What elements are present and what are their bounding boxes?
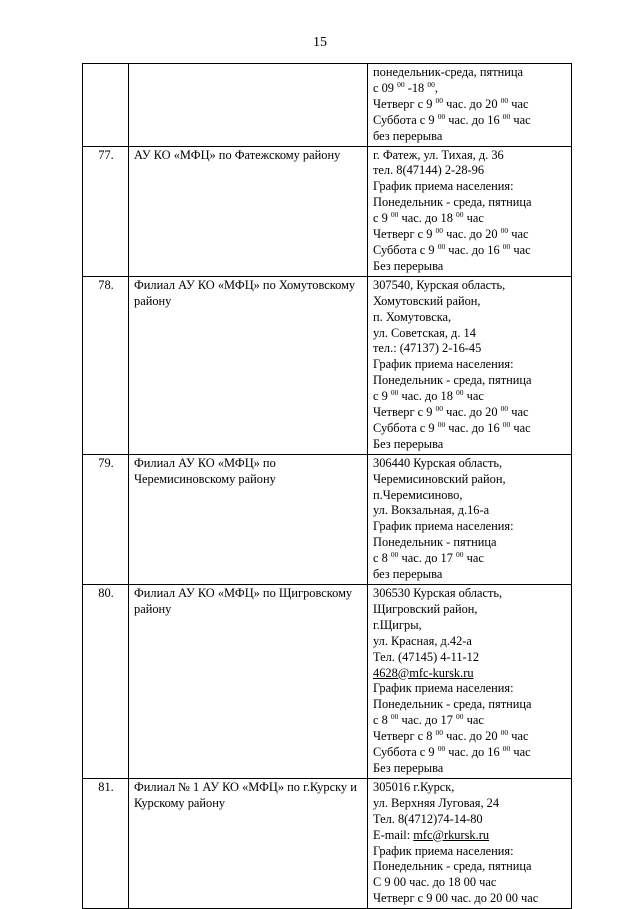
- office-contacts: [368, 64, 572, 147]
- office-contacts: [368, 585, 572, 779]
- office-contacts: [368, 778, 572, 908]
- row-number: 80.: [83, 585, 129, 779]
- page-number: 15: [313, 35, 327, 50]
- row-number: [83, 64, 129, 147]
- minutes-superscript: 00: [437, 745, 446, 754]
- minutes-superscript: 00: [456, 389, 464, 398]
- minutes-superscript: 00: [502, 745, 511, 754]
- minutes-superscript: 00: [502, 112, 511, 121]
- minutes-superscript: 00: [437, 242, 446, 251]
- minutes-superscript: 00: [435, 227, 444, 236]
- contact-line: График приема населения:: [373, 519, 514, 534]
- contact-line: Суббота с 9 $^{00}$ час. до 16 $^{00}$ час: [373, 112, 531, 127]
- minutes-superscript: 00: [500, 729, 509, 738]
- office-name: АУ КО «МФЦ» по Фатежскому району: [129, 146, 368, 276]
- office-name: Филиал АУ КО «МФЦ» по Щигровскому району: [129, 585, 368, 779]
- contact-line: с 8 $^{00}$ час. до 17 $^{00}$ час: [373, 551, 484, 566]
- contact-line: Четверг с 9 $^{00}$ час. до 20 $^{00}$ час: [373, 96, 529, 111]
- contact-line: Четверг с 9 00 час. до 20 00 час: [373, 891, 539, 906]
- minutes-superscript: 00: [500, 96, 509, 105]
- office-name: [129, 64, 368, 147]
- minutes-superscript: 00: [500, 405, 509, 414]
- contact-line: [373, 666, 567, 682]
- contact-line: С 9 00 час. до 18 00 час: [373, 875, 497, 890]
- row-number: 79.: [83, 454, 129, 584]
- contact-line: 307540, Курская область,: [373, 277, 506, 292]
- minutes-superscript: 00: [390, 713, 399, 722]
- table-row: [83, 146, 572, 276]
- table-row: [83, 585, 572, 779]
- email-link[interactable]: mfc@rkursk.ru: [413, 827, 490, 842]
- contact-line: без перерыва: [373, 128, 443, 143]
- contact-line: Тел. (47145) 4-11-12: [373, 649, 480, 664]
- minutes-superscript: 00: [390, 389, 399, 398]
- email-link[interactable]: 4628@mfc-kursk.ru: [373, 665, 474, 680]
- contact-line: Без перерыва: [373, 760, 444, 775]
- contact-line: E-mail: mfc@rkursk.ru: [373, 827, 490, 842]
- contact-line: Тел. 8(4712)74-14-80: [373, 811, 483, 826]
- contact-line: ул. Вокзальная, д.16-а: [373, 503, 490, 518]
- contact-line: Четверг с 9 $^{00}$ час. до 20 $^{00}$ час: [373, 227, 529, 242]
- contact-line: п. Хомутовска,: [373, 309, 452, 324]
- contact-line: понедельник-среда, пятница: [373, 65, 524, 79]
- contact-line: Понедельник - среда, пятница: [373, 373, 532, 388]
- contact-line: 306530 Курская область,: [373, 586, 503, 600]
- contact-line: Суббота с 9 $^{00}$ час. до 16 $^{00}$ час: [373, 242, 531, 257]
- contact-line: График приема населения:: [373, 681, 514, 696]
- contact-line: Без перерыва: [373, 258, 444, 273]
- contact-line: Суббота с 9 $^{00}$ час. до 16 $^{00}$ час: [373, 420, 531, 435]
- row-number: 81.: [83, 778, 129, 908]
- office-contacts: [368, 146, 572, 276]
- minutes-superscript: 00: [456, 211, 464, 220]
- office-contacts: [368, 276, 572, 454]
- contact-line: Понедельник - среда, пятница: [373, 697, 532, 712]
- minutes-superscript: 00: [390, 211, 399, 220]
- contact-line: без перерыва: [373, 567, 443, 582]
- minutes-superscript: 00: [456, 713, 464, 722]
- minutes-superscript: 00: [427, 80, 435, 89]
- contact-line: Без перерыва: [373, 436, 444, 451]
- minutes-superscript: 00: [435, 729, 444, 738]
- office-name: Филиал АУ КО «МФЦ» по Хомутовскому району: [129, 276, 368, 454]
- minutes-superscript: 00: [390, 551, 399, 560]
- contact-line: График приема населения:: [373, 357, 514, 372]
- contact-line: ул. Верхняя Луговая, 24: [373, 795, 500, 810]
- contact-line: тел. 8(47144) 2-28-96: [373, 163, 485, 178]
- minutes-superscript: 00: [502, 420, 511, 429]
- minutes-superscript: 00: [500, 227, 509, 236]
- contact-line: Понедельник - среда, пятница: [373, 859, 532, 874]
- minutes-superscript: 00: [437, 112, 446, 121]
- contact-line: ул. Красная, д.42-а: [373, 633, 472, 648]
- contact-line: Понедельник - пятница: [373, 535, 497, 550]
- mfc-table: [82, 63, 572, 909]
- contact-line: с 9 $^{00}$ час. до 18 $^{00}$ час: [373, 211, 484, 226]
- table-row: [83, 64, 572, 147]
- minutes-superscript: 00: [456, 551, 464, 560]
- contact-line: Щигровский район,: [373, 601, 478, 616]
- minutes-superscript: 00: [397, 80, 405, 89]
- contact-line: Суббота с 9 $^{00}$ час. до 16 $^{00}$ час: [373, 745, 531, 760]
- office-name: Филиал АУ КО «МФЦ» по Черемисиновскому району: [129, 454, 368, 584]
- contact-line: с 8 $^{00}$ час. до 17 $^{00}$ час: [373, 713, 484, 728]
- contact-line: Четверг с 9 $^{00}$ час. до 20 $^{00}$ час: [373, 405, 529, 420]
- contact-line: Черемисиновский район,: [373, 471, 506, 486]
- contact-line: 305016 г.Курск,: [373, 779, 455, 794]
- contact-line: тел.: (47137) 2-16-45: [373, 341, 482, 356]
- table-row: [83, 778, 572, 908]
- row-number: 77.: [83, 146, 129, 276]
- contact-line: ул. Советская, д. 14: [373, 325, 476, 340]
- contact-line: г.Щигры,: [373, 617, 422, 632]
- contact-line: с 9 $^{00}$ час. до 18 $^{00}$ час: [373, 389, 484, 404]
- contact-line: п.Черемисиново,: [373, 487, 463, 502]
- office-name: Филиал № 1 АУ КО «МФЦ» по г.Курску и Курскому району: [129, 778, 368, 908]
- row-number: 78.: [83, 276, 129, 454]
- contact-line: График приема населения:: [373, 843, 514, 858]
- contact-line: Хомутовский район,: [373, 293, 481, 308]
- contact-line: Четверг с 8 $^{00}$ час. до 20 $^{00}$ час: [373, 729, 529, 744]
- contact-line: г. Фатеж, ул. Тихая, д. 36: [373, 147, 504, 162]
- table-row: [83, 454, 572, 584]
- office-contacts: [368, 454, 572, 584]
- contact-line: График приема населения:: [373, 179, 514, 194]
- contact-line: с 09 $^{00}$ -18 $^{00}$,: [373, 80, 438, 95]
- table-row: [83, 276, 572, 454]
- contact-line: 306440 Курская область,: [373, 455, 503, 470]
- minutes-superscript: 00: [435, 96, 444, 105]
- minutes-superscript: 00: [437, 420, 446, 429]
- minutes-superscript: 00: [435, 405, 444, 414]
- minutes-superscript: 00: [502, 242, 511, 251]
- mfc-table-body: [83, 64, 572, 909]
- contact-line: Понедельник - среда, пятница: [373, 195, 532, 210]
